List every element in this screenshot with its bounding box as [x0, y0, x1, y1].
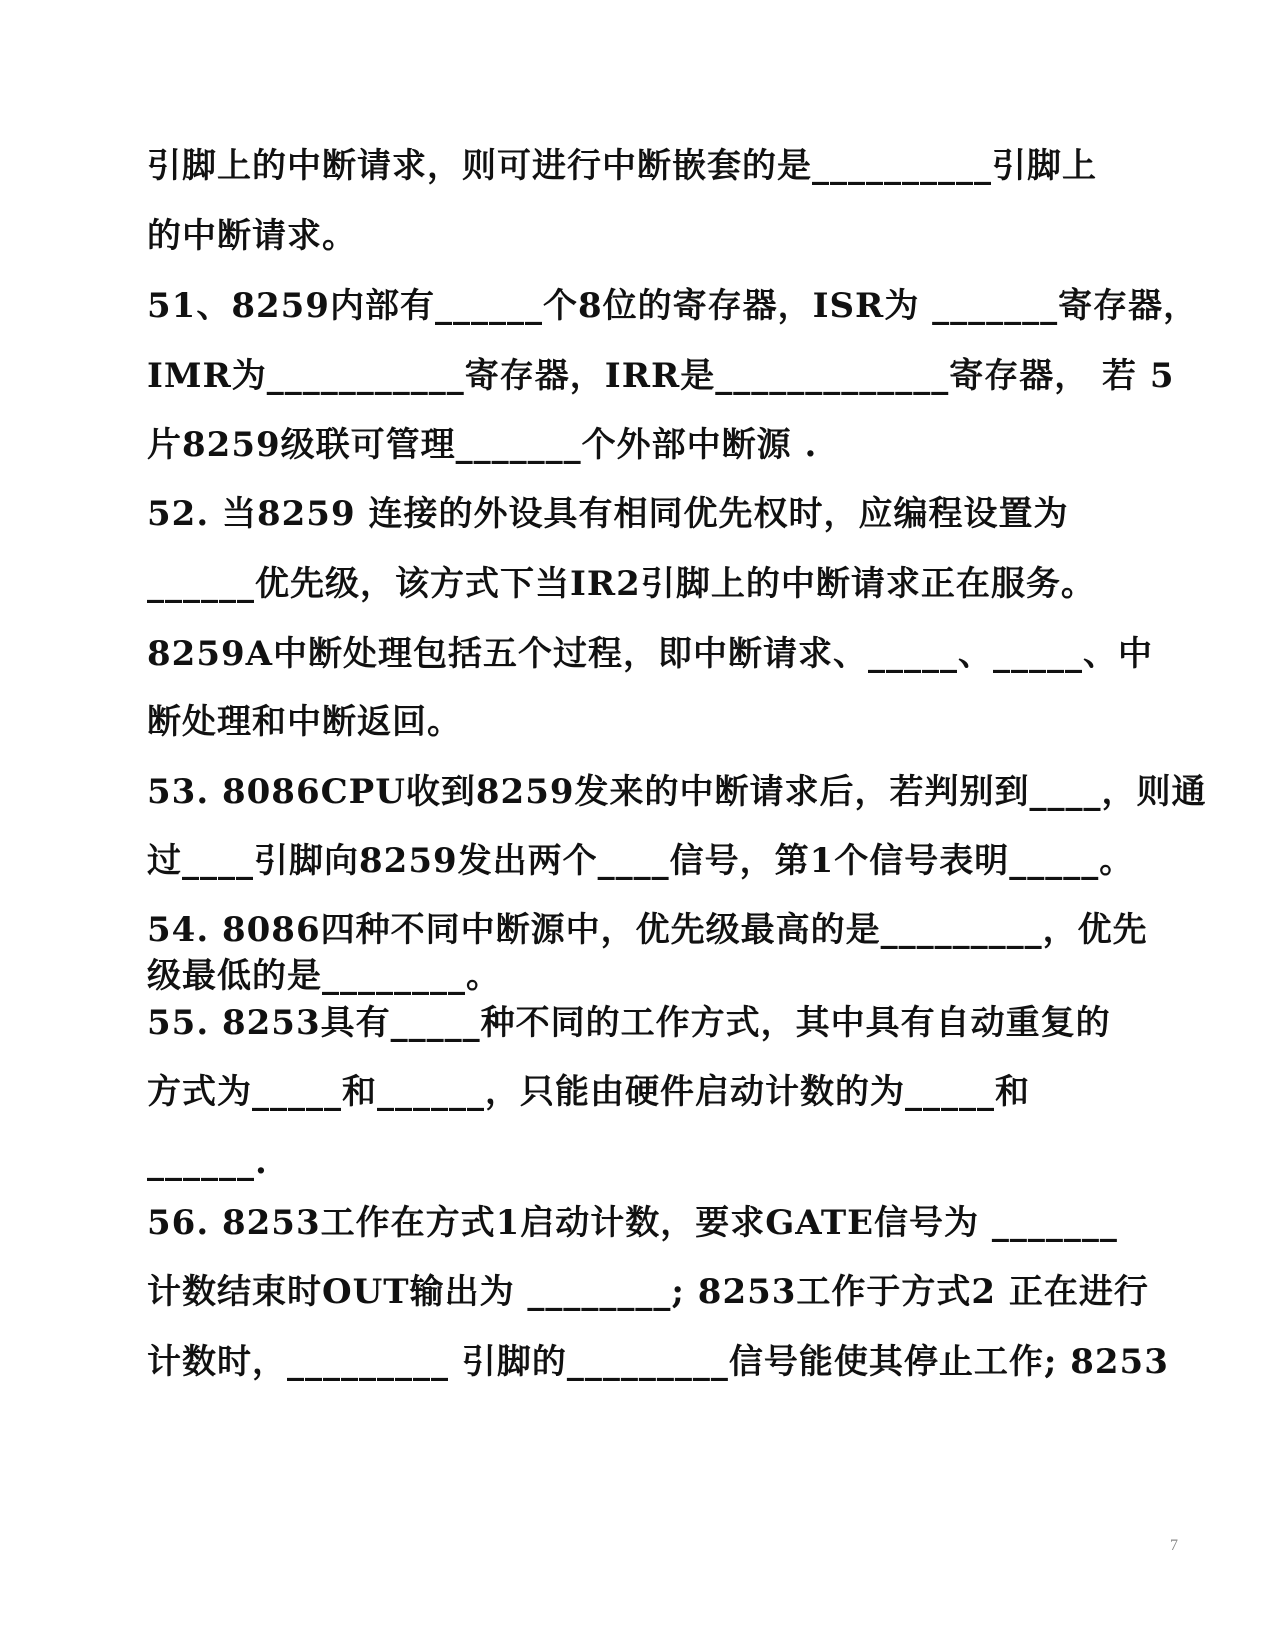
text-line: 计数结束时OUT输出为 ________; 8253工作于方式2 正在进行 — [147, 1272, 1149, 1312]
text-line: 片8259级联可管理_______个外部中断源 . — [147, 425, 818, 465]
question-52-line: 52. 当8259 连接的外设具有相同优先权时，应编程设置为 — [147, 494, 1069, 534]
text-line: 级最低的是________。 — [147, 956, 501, 996]
page-number: 7 — [1170, 1537, 1178, 1554]
text-line: 的中断请求。 — [147, 216, 357, 256]
text-line: 过____引脚向8259发出两个____信号，第1个信号表明_____。 — [147, 841, 1135, 881]
question-56-line: 56. 8253工作在方式1启动计数，要求GATE信号为 _______ — [147, 1203, 1118, 1243]
text-line: 计数时，_________ 引脚的_________信号能使其停止工作; 8253 — [147, 1342, 1169, 1382]
question-55-line: 55. 8253具有_____种不同的工作方式，其中具有自动重复的 — [147, 1003, 1111, 1043]
question-51-line: 51、8259内部有______个8位的寄存器，ISR为 _______寄存器， — [147, 286, 1199, 326]
text-line: 断处理和中断返回。 — [147, 702, 462, 742]
text-line: IMR为___________寄存器，IRR是_____________寄存器， 若 5 — [147, 356, 1175, 396]
text-line: 引脚上的中断请求，则可进行中断嵌套的是__________引脚上 — [147, 146, 1097, 186]
text-line: 8259A中断处理包括五个过程，即中断请求、_____、_____、中 — [147, 634, 1154, 674]
text-line: 方式为_____和______，只能由硬件启动计数的为_____和 — [147, 1072, 1030, 1112]
text-line: ______优先级，该方式下当IR2引脚上的中断请求正在服务。 — [147, 564, 1096, 604]
question-53-line: 53. 8086CPU收到8259发来的中断请求后，若判别到____，则通 — [147, 772, 1207, 812]
question-54-line: 54. 8086四种不同中断源中，优先级最高的是_________，优先 — [147, 910, 1148, 950]
text-line: ______. — [147, 1142, 268, 1182]
